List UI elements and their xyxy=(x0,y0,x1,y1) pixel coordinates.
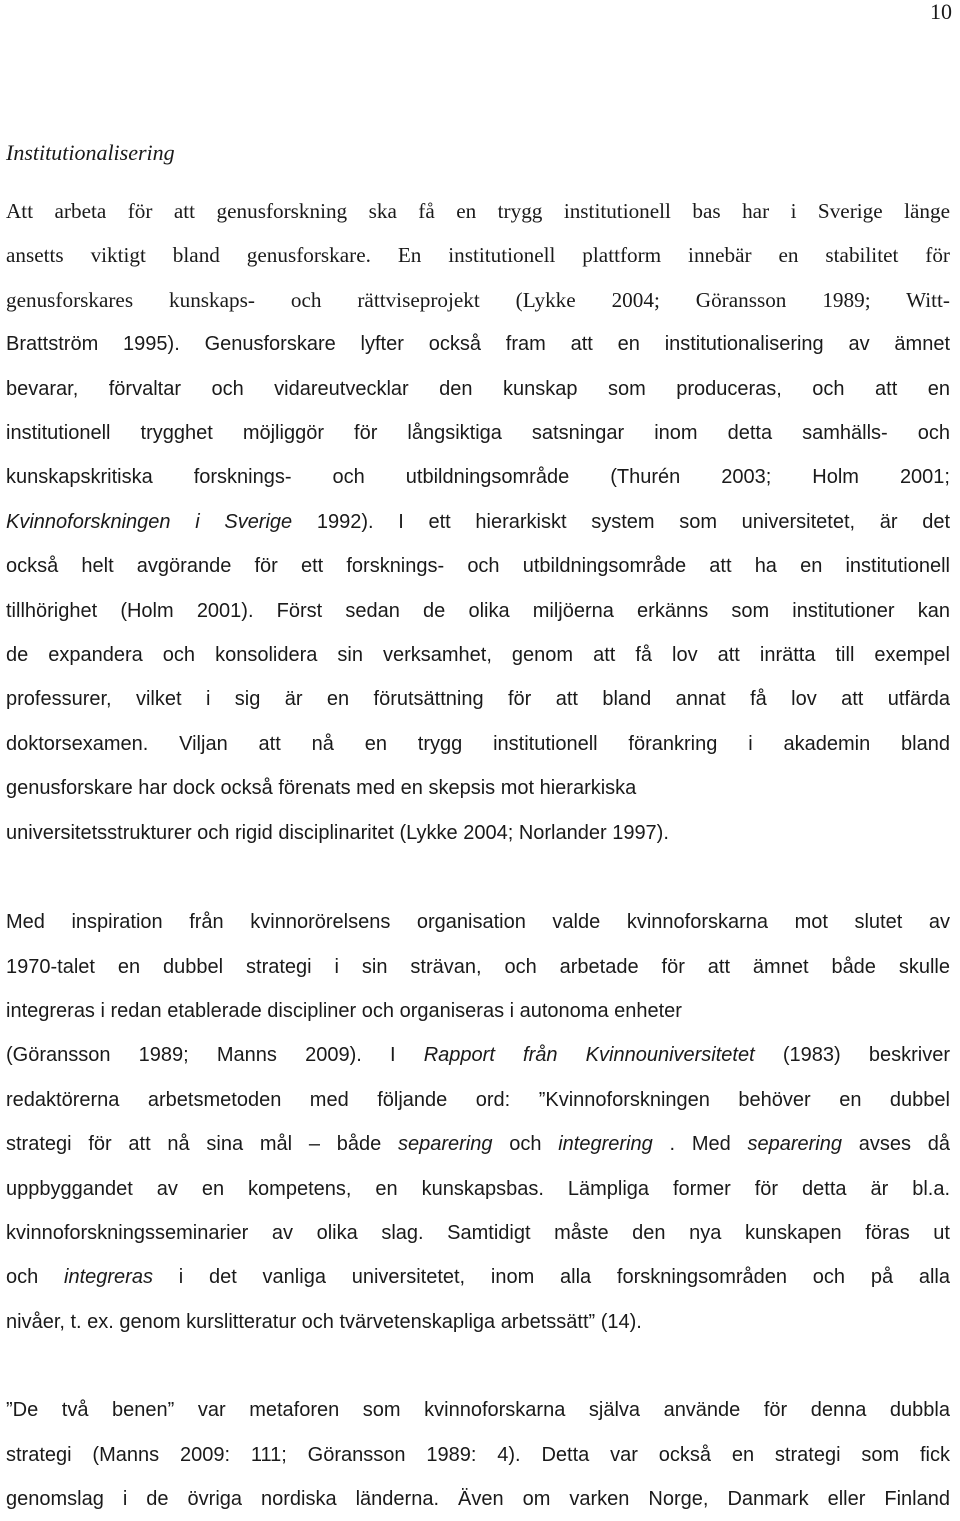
text-fragment: 1992). I ett hierarkiskt system som universitetet, är det xyxy=(316,510,951,533)
text-line: kunskapskritiska forsknings- och utbildningsområde (Thurén 2003; Holm 2001; xyxy=(6,466,950,489)
text-line-with-title xyxy=(6,500,950,544)
term-integrering: integrering xyxy=(558,1133,653,1156)
text-line: genomslag i de övriga nordiska länderna. Även om varken Norge, Danmark eller Finland xyxy=(6,1487,950,1510)
paragraph-2 xyxy=(6,900,950,1344)
text-line: professurer, vilket i sig är en förutsättning för att bland annat få lov att utfärda xyxy=(6,688,950,711)
text-line: bevarar, förvaltar och vidareutvecklar den kunskap som produceras, och att en xyxy=(6,377,950,400)
text-line: kvinnoforskningsseminarier av olika slag. Samtidigt måste den nya kunskapen föras ut xyxy=(6,1221,950,1244)
text-line: ”De två benen” var metaforen som kvinnoforskarna själva använde för denna dubbla xyxy=(6,1399,950,1422)
text-fragment: i det vanliga universitetet, inom alla forskningsområden och på alla xyxy=(178,1266,950,1289)
text-line-with-term xyxy=(6,1255,950,1299)
text-fragment: och xyxy=(509,1133,559,1156)
term-integreras: integreras xyxy=(64,1266,153,1289)
text-line: ansetts viktigt bland genusforskare. En institutionell plattform innebär en stabilitet för xyxy=(6,243,950,268)
text-line: 1970-talet en dubbel strategi i sin strävan, och arbetade för att ämnet både skulle xyxy=(6,955,950,978)
text-line: också helt avgörande för ett forsknings- och utbildningsområde att ha en institutionell xyxy=(6,555,950,578)
text-line: Med inspiration från kvinnorörelsens organisation valde kvinnoforskarna mot slutet av xyxy=(6,911,950,934)
text-fragment: avses då xyxy=(858,1133,951,1156)
text-line: genusforskare har dock också förenats med en skepsis mot hierarkiska xyxy=(6,777,637,800)
cited-title: Rapport från Kvinnouniversitetet xyxy=(423,1044,755,1067)
text-line: doktorsexamen. Viljan att nå en trygg institutionell förankring i akademin bland xyxy=(6,732,950,755)
text-fragment: och xyxy=(6,1266,65,1289)
term-separering: separering xyxy=(397,1133,493,1156)
text-line: Brattström 1995). Genusforskare lyfter också fram att en institutionalisering av ämnet xyxy=(6,333,950,356)
term-separering: separering xyxy=(747,1133,842,1156)
text-line: redaktörerna arbetsmetoden med följande ord: ”Kvinnoforskningen behöver en dubbel xyxy=(6,1088,950,1111)
text-line: uppbyggandet av en kompetens, en kunskapsbas. Lämpliga former för detta är bl.a. xyxy=(6,1177,950,1200)
paragraph-3 xyxy=(6,1388,950,1521)
text-line: integreras i redan etablerade discipliner och organiseras i autonoma enheter xyxy=(6,999,682,1022)
text-line: genusforskares kunskaps- och rättviseprojekt (Lykke 2004; Göransson 1989; Witt- xyxy=(6,287,950,312)
text-fragment: strategi för att nå sina mål – både xyxy=(6,1133,398,1156)
text-fragment: . Med xyxy=(669,1133,748,1156)
page-number: 10 xyxy=(930,0,952,24)
document-body xyxy=(6,138,950,1521)
text-line: nivåer, t. ex. genom kurslitteratur och tvärvetenskapliga arbetssätt” (14). xyxy=(6,1310,642,1333)
text-line-with-terms xyxy=(6,1122,950,1166)
text-line: institutionell trygghet möjliggör för långsiktiga satsningar inom detta samhälls- och xyxy=(6,422,950,445)
text-line: universitetsstrukturer och rigid disciplinaritet (Lykke 2004; Norlander 1997). xyxy=(6,821,669,844)
text-line: tillhörighet (Holm 2001). Först sedan de olika miljöerna erkänns som institutioner kan xyxy=(6,599,950,622)
text-line: Att arbeta för att genusforskning ska få en trygg institutionell bas har i Sverige länge xyxy=(6,199,950,223)
cited-title: Kvinnoforskningen i Sverige xyxy=(6,510,293,533)
text-fragment: (Göransson 1989; Manns 2009). I xyxy=(6,1044,424,1067)
text-line-with-title xyxy=(6,1033,950,1077)
section-heading: Institutionalisering xyxy=(6,140,175,165)
paragraph-1 xyxy=(6,189,950,855)
text-line: strategi (Manns 2009: 111; Göransson 1989: 4). Detta var också en strategi som fick xyxy=(6,1443,950,1466)
text-fragment: (1983) beskriver xyxy=(782,1044,950,1067)
text-line: de expandera och konsolidera sin verksamhet, genom att få lov att inrätta till exempel xyxy=(6,644,950,667)
